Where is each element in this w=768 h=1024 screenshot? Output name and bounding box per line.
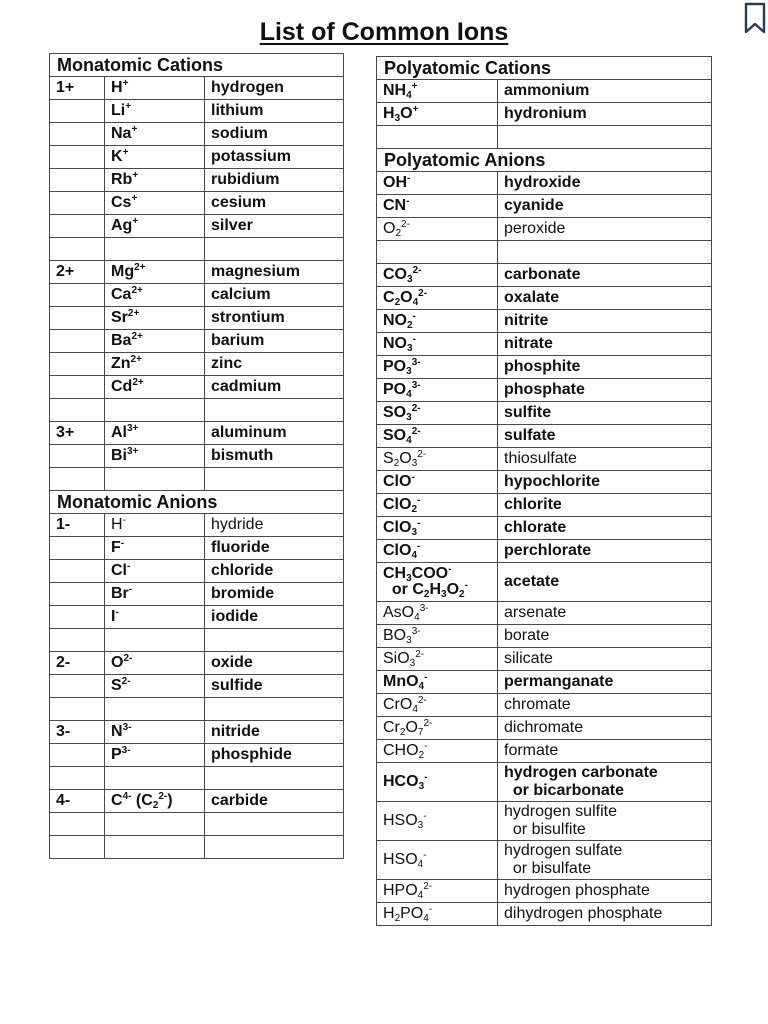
formula-cell: H-: [105, 514, 205, 537]
ion-name-cell: chlorite: [498, 494, 712, 517]
ion-name-cell: hydride: [205, 514, 344, 537]
formula-cell: $NO_3^-$: [377, 333, 498, 356]
ion-row: [50, 123, 344, 146]
ion-name-cell: potassium: [205, 146, 344, 169]
section-header-row: [50, 491, 344, 514]
ion-name-cell: calcium: [205, 284, 344, 307]
ion-name-cell: hypochlorite: [498, 471, 712, 494]
ion-row: [50, 422, 344, 445]
charge-cell: [50, 744, 105, 767]
ion-name-cell: lithium: [205, 100, 344, 123]
formula-cell: CrO$_4^{2-}$: [377, 694, 498, 717]
ion-name-cell: carbide: [205, 790, 344, 813]
charge-cell: [50, 537, 105, 560]
ion-name-cell: cyanide: [498, 195, 712, 218]
ion-name-cell: sulfate: [498, 425, 712, 448]
ion-row: [377, 903, 712, 926]
ion-name-cell: cesium: [205, 192, 344, 215]
formula-cell: Cl-: [105, 560, 205, 583]
ion-name-cell: peroxide: [498, 218, 712, 241]
charge-cell: [50, 307, 105, 330]
charge-cell: [50, 583, 105, 606]
ion-row: [377, 471, 712, 494]
formula-cell: $Ba^{2+}$: [105, 330, 205, 353]
ion-row: [377, 333, 712, 356]
formula-cell: $CO_3^{2-}$: [377, 264, 498, 287]
empty-cell: [205, 813, 344, 836]
ion-row: [50, 192, 344, 215]
section-header: Monatomic Cations: [50, 54, 344, 77]
ion-row: [377, 802, 712, 841]
charge-cell: 4-: [50, 790, 105, 813]
empty-cell: [205, 767, 344, 790]
ion-row: [377, 402, 712, 425]
charge-cell: [50, 169, 105, 192]
page-title-text: List of Common Ions: [259, 18, 509, 46]
ion-name-cell: cadmium: [205, 376, 344, 399]
ion-name-cell: ammonium: [498, 80, 712, 103]
empty-cell: [105, 468, 205, 491]
empty-row: [50, 468, 344, 491]
formula-cell: $S^{2-}$: [105, 675, 205, 698]
charge-cell: [50, 376, 105, 399]
empty-row: [50, 238, 344, 261]
ion-name-cell: zinc: [205, 353, 344, 376]
section-header: Monatomic Anions: [50, 491, 344, 514]
ion-row: [50, 675, 344, 698]
formula-cell: Rb+: [105, 169, 205, 192]
ion-row: [377, 740, 712, 763]
ion-name-cell: barium: [205, 330, 344, 353]
formula-cell: Br-: [105, 583, 205, 606]
charge-cell: [50, 445, 105, 468]
ion-name-cell: hydrogen: [205, 77, 344, 100]
charge-cell: [50, 330, 105, 353]
ion-row: [377, 602, 712, 625]
formula-cell: SiO$_3^{2-}$: [377, 648, 498, 671]
empty-cell: [205, 836, 344, 859]
formula-cell: $NO_2^-$: [377, 310, 498, 333]
ion-name-cell: sulfite: [498, 402, 712, 425]
ion-name-cell: borate: [498, 625, 712, 648]
empty-row: [50, 698, 344, 721]
ion-row: [377, 448, 712, 471]
formula-cell: $SO_3^{2-}$: [377, 402, 498, 425]
formula-cell: Cs+: [105, 192, 205, 215]
charge-cell: [50, 353, 105, 376]
ion-name-cell: rubidium: [205, 169, 344, 192]
ion-row: [377, 880, 712, 903]
ion-row: [50, 330, 344, 353]
empty-cell: [105, 399, 205, 422]
ion-name-cell: thiosulfate: [498, 448, 712, 471]
ion-row: [50, 445, 344, 468]
ion-row: [50, 215, 344, 238]
formula-cell: AsO$_4^{3-}$: [377, 602, 498, 625]
ion-row: [377, 425, 712, 448]
formula-cell: $HPO_4^{2-}$: [377, 880, 498, 903]
ion-row: [50, 261, 344, 284]
empty-row: [50, 813, 344, 836]
charge-cell: [50, 560, 105, 583]
ion-name-cell: magnesium: [205, 261, 344, 284]
ion-name-cell: nitrite: [498, 310, 712, 333]
empty-cell: [498, 126, 712, 149]
formula-cell: $HSO_3^-$: [377, 802, 498, 841]
formula-cell: ClO-: [377, 471, 498, 494]
empty-row: [50, 399, 344, 422]
ion-row: [50, 560, 344, 583]
ion-name-cell: oxide: [205, 652, 344, 675]
empty-cell: [50, 468, 105, 491]
formula-cell: $Cd^{2+}$: [105, 376, 205, 399]
formula-cell: $P^{3-}$: [105, 744, 205, 767]
charge-cell: [50, 123, 105, 146]
formula-cell: $CH_3COO^-$ or $C_2H_3O_2^-$: [377, 563, 498, 602]
formula-cell: $BO_3^{3-}$: [377, 625, 498, 648]
charge-cell: [50, 675, 105, 698]
ion-row: [377, 717, 712, 740]
ion-row: [377, 625, 712, 648]
formula-cell: $Mg^{2+}$: [105, 261, 205, 284]
monatomic-ions-table: [49, 53, 344, 859]
ion-name-cell: hydrogen carbonate or bicarbonate: [498, 763, 712, 802]
ion-name-cell: aluminum: [205, 422, 344, 445]
ion-row: [50, 721, 344, 744]
empty-row: [377, 241, 712, 264]
formula-cell: ClO$_3$-: [377, 517, 498, 540]
empty-cell: [377, 126, 498, 149]
formula-cell: $Ca^{2+}$: [105, 284, 205, 307]
empty-cell: [377, 241, 498, 264]
ion-row: [50, 606, 344, 629]
ion-row: [50, 744, 344, 767]
ion-row: [377, 841, 712, 880]
bookmark-icon[interactable]: [742, 0, 768, 36]
empty-cell: [50, 238, 105, 261]
empty-cell: [205, 238, 344, 261]
ion-row: [377, 540, 712, 563]
formula-cell: $Cr_2O_7^{2-}$: [377, 717, 498, 740]
ion-name-cell: chloride: [205, 560, 344, 583]
empty-row: [50, 836, 344, 859]
empty-row: [377, 126, 712, 149]
ion-row: [50, 583, 344, 606]
empty-row: [50, 767, 344, 790]
ion-name-cell: hydrogen phosphate: [498, 880, 712, 903]
page-title: [0, 17, 768, 47]
formula-cell: ClO$_4$-: [377, 540, 498, 563]
ion-name-cell: silver: [205, 215, 344, 238]
empty-cell: [105, 767, 205, 790]
formula-cell: Na+: [105, 123, 205, 146]
formula-cell: $HCO_3^-$: [377, 763, 498, 802]
empty-cell: [105, 238, 205, 261]
ion-name-cell: formate: [498, 740, 712, 763]
ion-row: [50, 307, 344, 330]
section-header: Polyatomic Cations: [377, 57, 712, 80]
ion-row: [50, 353, 344, 376]
ion-name-cell: strontium: [205, 307, 344, 330]
formula-cell: $Bi^{3+}$: [105, 445, 205, 468]
formula-cell: $Al^{3+}$: [105, 422, 205, 445]
ion-row: [377, 517, 712, 540]
ion-row: [50, 514, 344, 537]
ion-row: [377, 563, 712, 602]
ion-row: [377, 287, 712, 310]
charge-cell: [50, 146, 105, 169]
charge-cell: 3+: [50, 422, 105, 445]
charge-cell: [50, 606, 105, 629]
formula-cell: MnO$_4$-: [377, 671, 498, 694]
formula-cell: $O_2^{2-}$: [377, 218, 498, 241]
ion-name-cell: bromide: [205, 583, 344, 606]
ion-row: [377, 648, 712, 671]
section-header-row: [377, 57, 712, 80]
ion-name-cell: iodide: [205, 606, 344, 629]
formula-cell: $SO_4^{2-}$: [377, 425, 498, 448]
ion-name-cell: oxalate: [498, 287, 712, 310]
charge-cell: [50, 192, 105, 215]
ion-row: [377, 80, 712, 103]
ion-row: [377, 218, 712, 241]
empty-cell: [50, 629, 105, 652]
charge-cell: 1-: [50, 514, 105, 537]
ion-name-cell: chromate: [498, 694, 712, 717]
empty-cell: [105, 836, 205, 859]
formula-cell: OH-: [377, 172, 498, 195]
formula-cell: I-: [105, 606, 205, 629]
ion-row: [50, 100, 344, 123]
ion-name-cell: fluoride: [205, 537, 344, 560]
formula-cell: Li+: [105, 100, 205, 123]
ion-row: [377, 694, 712, 717]
section-header-row: [377, 149, 712, 172]
charge-cell: [50, 215, 105, 238]
empty-cell: [498, 241, 712, 264]
section-header: Polyatomic Anions: [377, 149, 712, 172]
ion-name-cell: hydronium: [498, 103, 712, 126]
empty-cell: [105, 629, 205, 652]
formula-cell: $S_2O_3^{2-}$: [377, 448, 498, 471]
empty-row: [50, 629, 344, 652]
empty-cell: [50, 399, 105, 422]
formula-cell: $Sr^{2+}$: [105, 307, 205, 330]
ion-row: [50, 790, 344, 813]
section-header-row: [50, 54, 344, 77]
ion-row: [377, 494, 712, 517]
formula-cell: $NH_4^+$: [377, 80, 498, 103]
ion-name-cell: hydroxide: [498, 172, 712, 195]
ion-name-cell: dihydrogen phosphate: [498, 903, 712, 926]
formula-cell: F-: [105, 537, 205, 560]
ion-name-cell: carbonate: [498, 264, 712, 287]
ion-name-cell: dichromate: [498, 717, 712, 740]
ion-name-cell: sulfide: [205, 675, 344, 698]
formula-cell: ClO$_2$-: [377, 494, 498, 517]
charge-cell: 2+: [50, 261, 105, 284]
ion-row: [50, 77, 344, 100]
ion-row: [377, 172, 712, 195]
ion-row: [377, 379, 712, 402]
empty-cell: [205, 468, 344, 491]
formula-cell: $Zn^{2+}$: [105, 353, 205, 376]
formula-cell: $CHO_2^-$: [377, 740, 498, 763]
formula-cell: $H_3O^+$: [377, 103, 498, 126]
ion-row: [377, 103, 712, 126]
ion-name-cell: chlorate: [498, 517, 712, 540]
ion-row: [377, 310, 712, 333]
ion-name-cell: bismuth: [205, 445, 344, 468]
formula-cell: $PO_4^{3-}$: [377, 379, 498, 402]
empty-cell: [50, 767, 105, 790]
ion-name-cell: nitrate: [498, 333, 712, 356]
formula-cell: $C_2O_4^{2-}$: [377, 287, 498, 310]
empty-cell: [50, 698, 105, 721]
empty-cell: [50, 813, 105, 836]
empty-cell: [105, 813, 205, 836]
charge-cell: [50, 100, 105, 123]
formula-cell: $PO_3^{3-}$: [377, 356, 498, 379]
ion-name-cell: arsenate: [498, 602, 712, 625]
ion-row: [377, 264, 712, 287]
ion-name-cell: phosphate: [498, 379, 712, 402]
ion-row: [377, 763, 712, 802]
empty-cell: [105, 698, 205, 721]
ion-name-cell: perchlorate: [498, 540, 712, 563]
formula-cell: CN-: [377, 195, 498, 218]
ion-row: [377, 356, 712, 379]
ion-row: [50, 652, 344, 675]
empty-cell: [205, 399, 344, 422]
empty-cell: [50, 836, 105, 859]
ion-name-cell: phosphite: [498, 356, 712, 379]
formula-cell: K+: [105, 146, 205, 169]
ion-row: [50, 284, 344, 307]
ion-name-cell: acetate: [498, 563, 712, 602]
formula-cell: H+: [105, 77, 205, 100]
ion-name-cell: hydrogen sulfate or bisulfate: [498, 841, 712, 880]
ion-row: [50, 146, 344, 169]
charge-cell: 1+: [50, 77, 105, 100]
formula-cell: Ag+: [105, 215, 205, 238]
ion-name-cell: hydrogen sulfite or bisulfite: [498, 802, 712, 841]
ion-name-cell: permanganate: [498, 671, 712, 694]
charge-cell: [50, 284, 105, 307]
ion-name-cell: sodium: [205, 123, 344, 146]
empty-cell: [205, 629, 344, 652]
formula-cell: $N^{3-}$: [105, 721, 205, 744]
formula-cell: $C^{4-}$ $(C_2^{2-})$: [105, 790, 205, 813]
charge-cell: 2-: [50, 652, 105, 675]
ion-name-cell: nitride: [205, 721, 344, 744]
formula-cell: $H_2PO_4^-$: [377, 903, 498, 926]
ion-name-cell: phosphide: [205, 744, 344, 767]
formula-cell: $O^{2-}$: [105, 652, 205, 675]
ion-row: [377, 671, 712, 694]
ion-name-cell: silicate: [498, 648, 712, 671]
ion-row: [50, 537, 344, 560]
ion-row: [377, 195, 712, 218]
ion-row: [50, 376, 344, 399]
polyatomic-ions-table: [376, 56, 712, 926]
charge-cell: 3-: [50, 721, 105, 744]
empty-cell: [205, 698, 344, 721]
ion-row: [50, 169, 344, 192]
formula-cell: $HSO_4^-$: [377, 841, 498, 880]
